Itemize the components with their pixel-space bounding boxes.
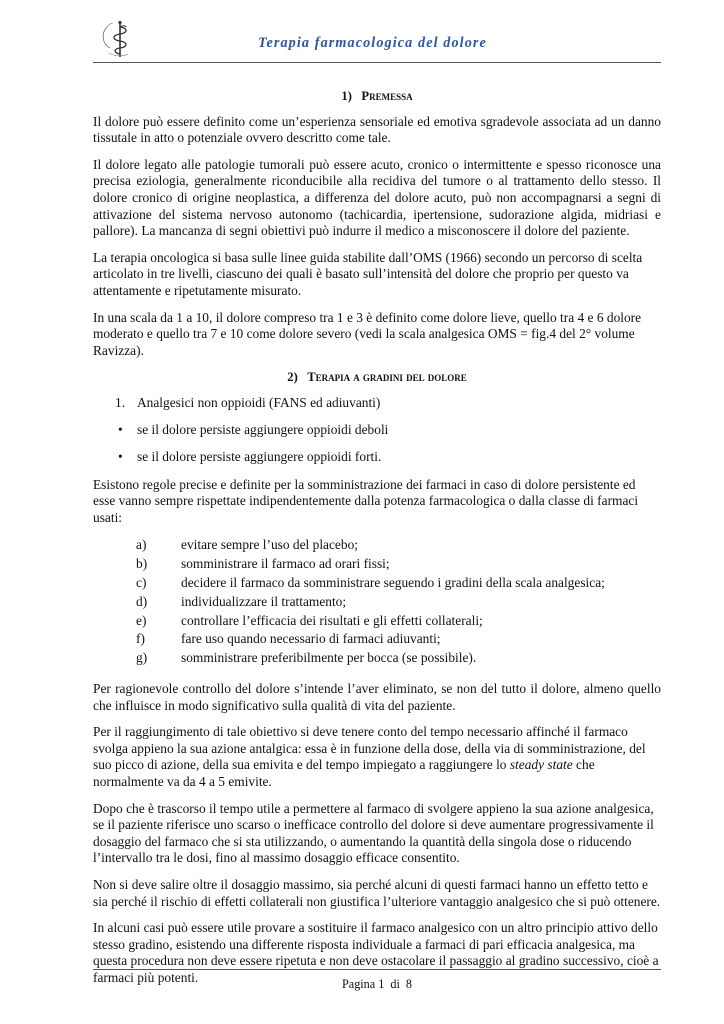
page-footer	[0, 977, 724, 992]
list-item-text: somministrare il farmaco ad orari fissi;	[181, 556, 390, 572]
paragraph-max-dose: Non si deve salire oltre il dosaggio massimo, sia perché alcuni di questi farmaci hanno un effetto tetto e sia perché il rischio di effetti collaterali non giustifica l’ulteriore vantaggio analgesico che si può ottenere.	[93, 876, 661, 909]
list-marker: d)	[136, 593, 148, 609]
page-current: 1	[378, 977, 385, 991]
paragraph-dose-increase: Dopo che è trascorso il tempo utile a permettere al farmaco di svolgere appieno la sua azione analgesica, se il paziente riferisce uno scarso o inefficace controllo del dolore si deve aumentare progressivamente il dosaggio del farmaco che si sta utilizzando, o aumentando la quantità della singola dose o riducendo l’intervallo tra le dosi, fino al massimo dosaggio efficace consentito.	[93, 800, 654, 866]
rules-list	[93, 536, 661, 668]
section-title: Premessa	[361, 89, 413, 103]
bullet-marker: •	[118, 421, 123, 437]
footer-divider	[93, 969, 661, 970]
list-item	[93, 630, 661, 649]
list-item-text: fare uso quando necessario di farmaci adiuvanti;	[181, 631, 441, 647]
bullet-marker: •	[118, 449, 123, 465]
list-item	[93, 612, 661, 631]
page-separator: di	[390, 977, 400, 991]
list-marker: f)	[136, 631, 145, 647]
list-marker: e)	[136, 612, 147, 628]
list-item-text: se il dolore persiste aggiungere oppioidi forti.	[137, 449, 382, 465]
emphasis-text: steady state	[509, 757, 573, 773]
section-heading-gradini	[93, 369, 661, 386]
list-marker: b)	[136, 556, 148, 572]
section-title: Terapia a gradini del dolore	[307, 370, 467, 385]
header-title: Terapia farmacologica del dolore	[258, 35, 487, 51]
section-number: 2)	[287, 370, 298, 385]
list-item-text: decidere il farmaco da somministrare seguendo i gradini della scala analgesica;	[181, 575, 605, 591]
paragraph-pain-control: Per ragionevole controllo del dolore s’intende l’aver eliminato, se non del tutto il dolore, almeno quello che influisce in modo significativo sulla qualità di vita del paziente.	[93, 681, 661, 713]
list-marker: g)	[136, 650, 148, 666]
list-item-text: evitare sempre l’uso del placebo;	[181, 537, 358, 553]
paragraph-pain-scale: In una scala da 1 a 10, il dolore compreso tra 1 e 3 è definito come dolore lieve, quello tra 4 e 6 dolore moderato e quello tra 7 e 10 come dolore severo (vedi la scala analgesica OMS = fig.4 del 2° volume Ravizza).	[93, 309, 642, 358]
header-divider	[93, 62, 661, 63]
list-item	[115, 395, 661, 412]
list-item	[93, 593, 661, 612]
paragraph-objective	[93, 724, 661, 790]
list-item	[115, 449, 661, 466]
paragraph-definition: Il dolore può essere definito come un’esperienza sensoriale ed emotiva sgradevole associata ad un danno tissutale in atto o potenziale ovvero descritto come tale.	[93, 113, 661, 146]
list-marker: a)	[136, 537, 147, 553]
document-body	[93, 88, 661, 997]
section-number: 1)	[341, 89, 352, 103]
list-item	[93, 574, 661, 593]
list-item	[93, 649, 661, 668]
section-heading-premessa	[93, 88, 661, 105]
list-marker: c)	[136, 575, 147, 591]
list-item-text: se il dolore persiste aggiungere oppioidi deboli	[137, 421, 389, 437]
paragraph-rules-intro: Esistono regole precise e definite per la somministrazione dei farmaci in caso di dolore persistente ed esse vanno sempre rispettate indipendentemente dalla potenza farmacologica o dalla classe di farmaci usati:	[93, 476, 639, 525]
paragraph-tumor-pain: Il dolore legato alle patologie tumorali può essere acuto, cronico o intermittente e spesso riconosce una precisa eziologia, generalmente riconducibile alla recidiva del tumore o al trattamento dello stesso. Il dolore cronico di origine neoplastica, a differenza del dolore acuto, può non accompagnarsi a segni di attivazione del sistema nervoso autonomo (tachicardia, ipertensione, sudorazione algida, midriasi e pallore). La mancanza di segni obiettivi può indurre il medico a misconoscere il dolore del paziente.	[93, 156, 661, 239]
list-marker: 1.	[115, 394, 126, 410]
list-item	[93, 555, 661, 574]
list-item	[115, 422, 661, 439]
list-item	[93, 536, 661, 555]
list-item-text: individualizzare il trattamento;	[181, 593, 347, 609]
list-item-text: Analgesici non oppioidi (FANS ed adiuvanti)	[137, 394, 381, 410]
caduceus-icon	[98, 18, 138, 60]
paragraph-oms-guidelines: La terapia oncologica si basa sulle linee guida stabilite dall’OMS (1966) secondo un percorso di scelta articolato in tre livelli, ciascuno dei quali è basato sull’intensità del dolore che proprio per questo va attentamente e ripetutamente misurato.	[93, 249, 643, 298]
page-total: 8	[405, 977, 412, 991]
list-item-text: controllare l’efficacia dei risultati e gli effetti collaterali;	[181, 612, 483, 628]
page-label: Pagina	[342, 977, 376, 991]
paragraph-text: Per il raggiungimento di tale obiettivo si deve tenere conto del tempo necessario affinché il farmaco svolga appieno la sua azione antalgica: essa è in funzione della dose, della via di somministrazione, del suo picco di azione, della sua emivita e del tempo impiegato a raggiungere lo	[93, 724, 646, 773]
paragraph-text: che normalmente va da 4 a 5 emivite.	[93, 757, 595, 790]
paragraph-drug-switch: In alcuni casi può essere utile provare a sostituire il farmaco analgesico con un altro principio attivo dello stesso gradino, esistendo una differente risposta individuale a farmaci di pari efficacia analgesica, ma questa procedura non deve essere ripetuta e non deve ostacolare il passaggio al gradino successivo, cioè a farmaci più potenti.	[93, 920, 659, 985]
list-item-text: somministrare preferibilmente per bocca (se possibile).	[181, 650, 477, 666]
